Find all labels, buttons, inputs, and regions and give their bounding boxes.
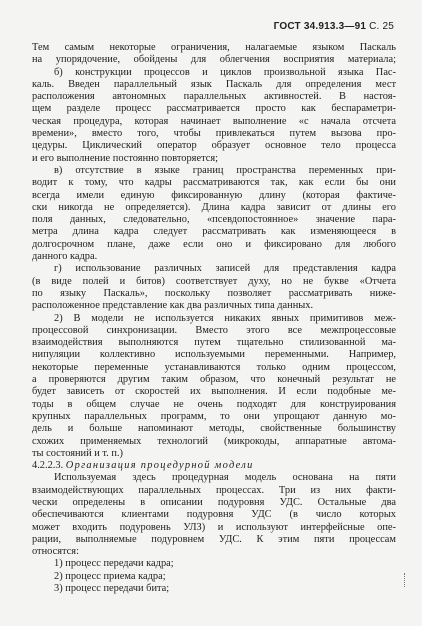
text-line: взаимодействия выполняются путем тщательно стилизованной ма- — [32, 337, 396, 349]
text-line: нипуляции коллективно используемыми переменными. Например, — [32, 349, 396, 361]
text-line: схожих применяемых технологий (микрокоды, аппаратные автома- — [32, 435, 396, 447]
text-line: расположенное представление как два различных типа данных. — [32, 300, 314, 312]
text-line: процессовой синхронизации. Вместо этого все межпроцессовые — [32, 324, 396, 336]
text-line: (в виде полей и битов) соответствует духу, но не букве «Отчета — [32, 275, 396, 287]
text-line: долгосрочном плане, даже если оно и фиксировано для любого — [32, 238, 396, 250]
text-line: данного кадра. — [32, 251, 98, 263]
section-number: 4.2.2.3. — [32, 460, 64, 472]
text-line: Тем самым некоторые ограничения, налагаемые языком Паскаль — [32, 42, 396, 53]
text-line: каль. Введен параллельный язык Паскаль для определения мест — [32, 78, 396, 90]
text-line: будет зависеть от скоростей их выполнения. И если подобные ме- — [32, 386, 396, 398]
text-line: чески определены в описании подуровня УДС. Остальные два — [32, 496, 396, 508]
list-item: 2) процесс приема кадра; — [54, 570, 166, 582]
text-line: рации, выполняемые подуровнем УДС. К этим пяти процессам — [32, 533, 396, 545]
list-item: 3) процесс передачи бита; — [54, 583, 170, 595]
text-line: поля данных, следовательно, «псевдопостоянное» значение пара- — [32, 214, 396, 226]
text-line: всегда имели единую фиксированную длину (которая фактиче- — [32, 189, 396, 201]
text-line: водит к тому, что кадры рассматриваются так, как если бы они — [32, 177, 396, 189]
body-text — [32, 42, 396, 595]
text-line: взаимодействующих параллельных процессах. Три из них факти- — [32, 484, 396, 496]
page-header — [274, 21, 394, 32]
text-line: на упорядочение, обойдены для облегчения восприятия материала; — [32, 54, 396, 66]
text-line: щем разделе процесс рассматривается просто как беспараметри- — [32, 103, 396, 115]
text-line: ты состояний и т. п.) — [32, 447, 123, 459]
text-line: Используемая здесь процедурная модель основана на пяти — [54, 472, 396, 484]
text-line: крупных параллельных программ, то они упрощают данную мо- — [32, 410, 396, 422]
page-number: С. 25 — [369, 21, 394, 32]
text-line: цедуры. Циклический оператор образует основное тело процесса — [32, 140, 396, 152]
margin-mark — [404, 573, 408, 587]
text-line: некоторые переменные устанавливаются только одним процессом, — [32, 361, 396, 373]
text-line: а проверяются другим таким образом, что конечный результат не — [32, 374, 396, 386]
text-line: расположения автономных параллельных активностей. В настоя- — [32, 91, 396, 103]
text-line: и его выполнение постоянно повторяется; — [32, 152, 219, 164]
text-line: б) конструкции процессов и циклов произвольной языка Пас- — [54, 66, 396, 78]
text-line: времени», вместо того, чтобы привлекаться путем вызова про- — [32, 128, 396, 140]
text-line: г) использование различных записей для представления кадра — [54, 263, 396, 275]
text-line: в) отсутствие в языке границ пространства переменных при- — [54, 164, 396, 176]
section-heading — [32, 460, 396, 472]
standard-number: ГОСТ 34.913.3—91 — [273, 21, 367, 32]
section-title: Организация процедурной модели — [65, 460, 254, 472]
text-line: метра длина кадра следует рассматривать как изменяющееся в — [32, 226, 396, 238]
text-line: может входить подуровень УЛЗ) и используют интерфейсные опе- — [32, 521, 396, 533]
text-line: по языку Паскаль», поскольку позволяет рассматривать ниже- — [32, 287, 396, 299]
text-line: ческая процедура, которая начинает выполнение «с начала отсчета — [32, 115, 396, 127]
text-line: обеспечиваются клиентами подуровня УДС (в число которых — [32, 509, 396, 521]
list-item: 1) процесс передачи кадра; — [54, 558, 174, 570]
text-line: ски никогда не определяется). Длина кадра зависит от длины его — [32, 201, 396, 213]
text-line: относятся: — [32, 546, 79, 558]
text-line: тоды в общем случае не очень подходят для конструирования — [32, 398, 396, 410]
text-line: 2) В модели не используется никаких явных примитивов меж- — [54, 312, 396, 324]
text-line: дель и больше напоминают методы, свойственные большинству — [32, 423, 396, 435]
